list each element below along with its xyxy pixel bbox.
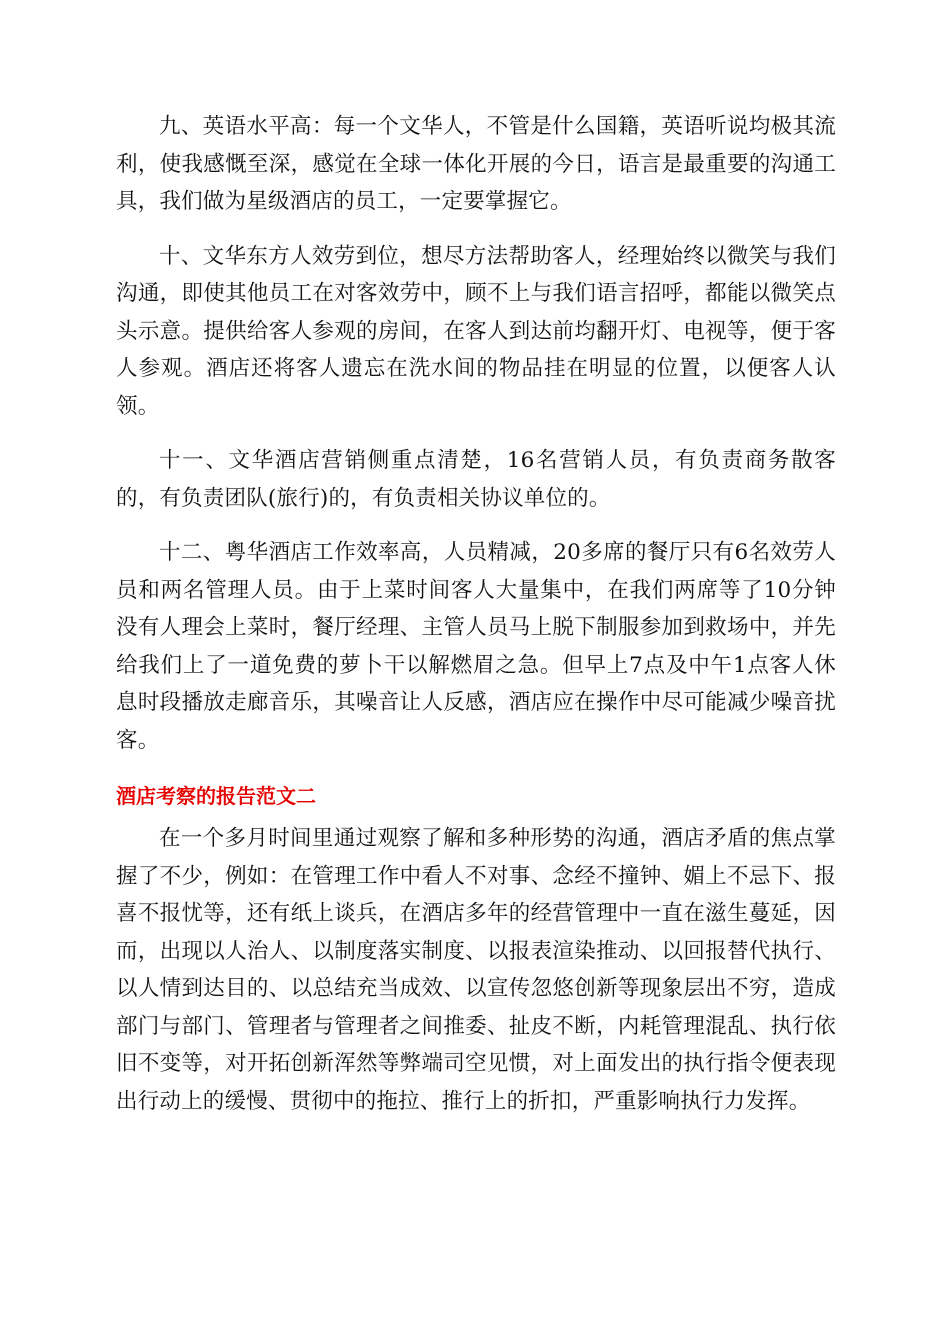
paragraph-nine: 九、英语水平高：每一个文华人，不管是什么国籍，英语听说均极其流利，使我感慨至深，感觉在全球一体化开展的今日，语言是最重要的沟通工具，我们做为星级酒店的员工，一定要掌握它。 bbox=[116, 114, 836, 214]
paragraph-twelve: 十二、粤华酒店工作效率高，人员精减，20多席的餐厅只有6名效劳人员和两名管理人员。由于上菜时间客人大量集中，在我们两席等了10分钟没有人理会上菜时，餐厅经理、主管人员马上脱下制服参加到救场中，并先给我们上了一道免费的萝卜干以解燃眉之急。但早上7点及中午1点客人休息时段播放走廊音乐，其噪音让人反感，酒店应在操作中尽可能减少噪音扰客。 bbox=[116, 540, 836, 753]
paragraph-ten: 十、文华东方人效劳到位，想尽方法帮助客人，经理始终以微笑与我们沟通，即使其他员工在对客效劳中，顾不上与我们语言招呼，都能以微笑点头示意。提供给客人参观的房间，在客人到达前均翻开灯、电视等，便于客人参观。酒店还将客人遗忘在洗水间的物品挂在明显的位置，以便客人认领。 bbox=[116, 243, 836, 419]
paragraph-report-two-body: 在一个多月时间里通过观察了解和多种形势的沟通，酒店矛盾的焦点掌握了不少，例如：在管理工作中看人不对事、念经不撞钟、媚上不忌下、报喜不报忧等，还有纸上谈兵，在酒店多年的经营管理中一直在滋生蔓延，因而，出现以人治人、以制度落实制度、以报表渲染推动、以回报替代执行、以人情到达目的、以总结充当成效、以宣传忽悠创新等现象层出不穷，造成部门与部门、管理者与管理者之间推委、扯皮不断，内耗管理混乱、执行依旧不变等，对开拓创新浑然等弊端司空见惯，对上面发出的执行指令便表现出行动上的缓慢、贯彻中的拖拉、推行上的折扣，严重影响执行力发挥。 bbox=[116, 826, 836, 1114]
section-heading: 酒店考察的报告范文二 bbox=[116, 784, 316, 808]
paragraph-eleven: 十一、文华酒店营销侧重点清楚，16名营销人员，有负责商务散客的，有负责团队(旅行)的，有负责相关协议单位的。 bbox=[116, 448, 836, 511]
document-page bbox=[116, 108, 836, 1120]
